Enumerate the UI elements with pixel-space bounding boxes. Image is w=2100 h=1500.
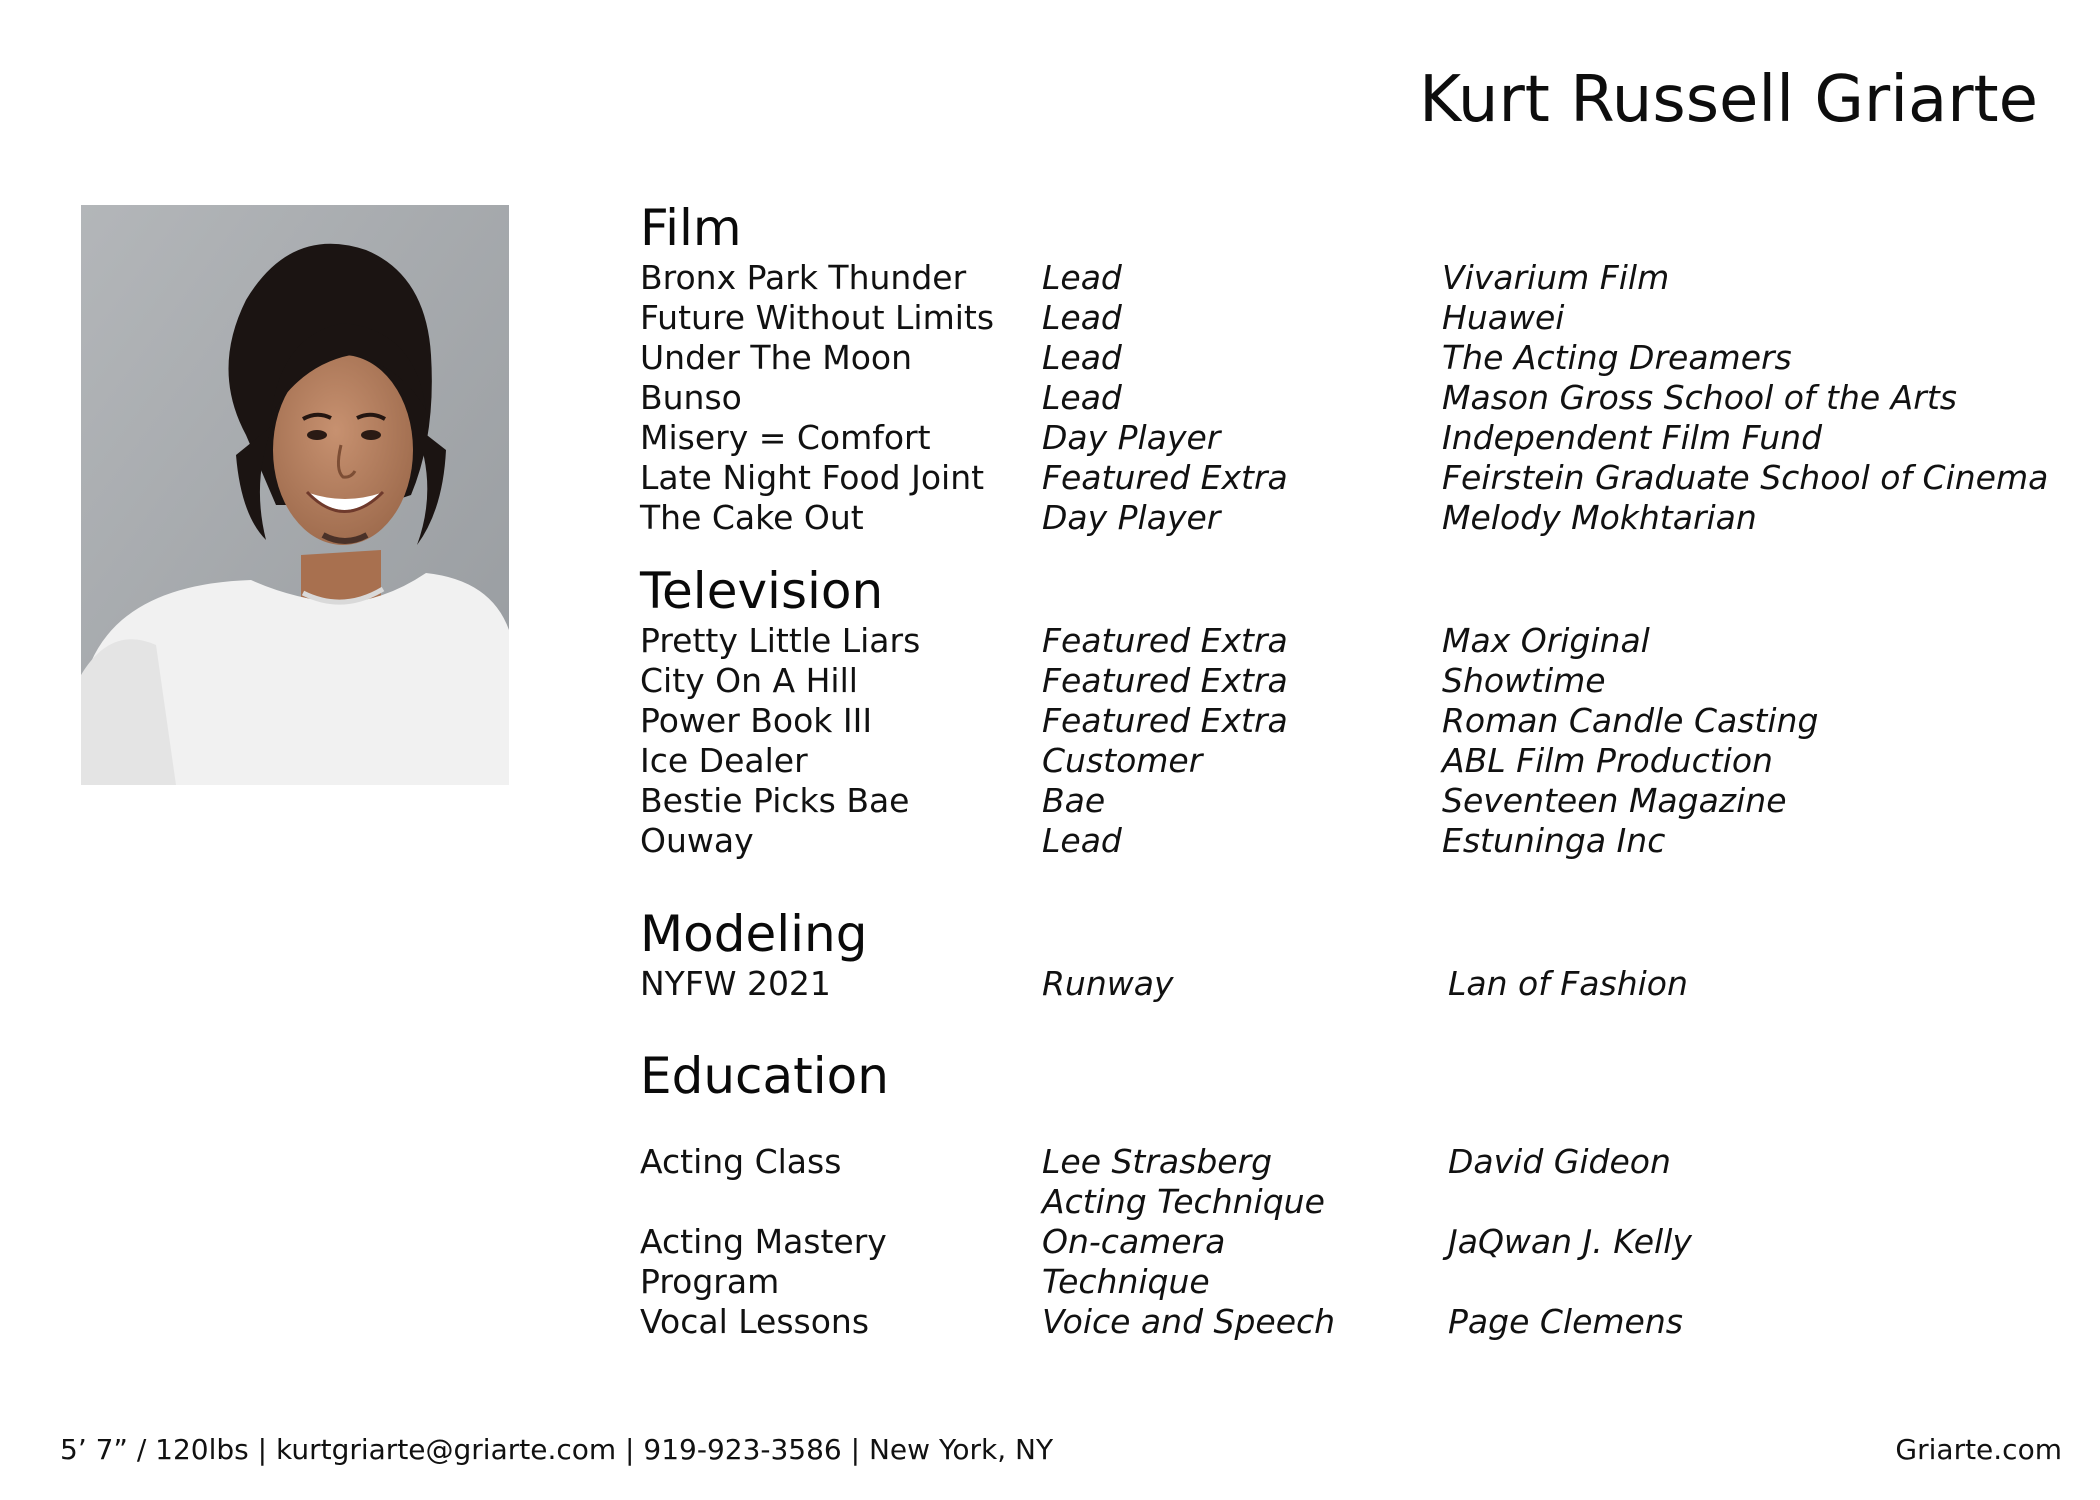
education-section xyxy=(640,1046,1692,1342)
education-technique: On-camera xyxy=(1042,1222,1226,1261)
credit-title: Late Night Food Joint xyxy=(640,458,985,497)
education-row xyxy=(640,1262,1210,1302)
education-row xyxy=(640,1142,1671,1182)
credit-row xyxy=(640,378,1957,418)
credit-row xyxy=(640,781,1787,821)
headshot-photo xyxy=(81,205,509,785)
modeling-section xyxy=(640,904,1688,1004)
credit-role: Featured Extra xyxy=(1042,661,1288,700)
credit-row xyxy=(640,418,1823,458)
credit-role: Customer xyxy=(1042,741,1203,780)
credit-role: Featured Extra xyxy=(1042,458,1288,497)
section-title-education: Education xyxy=(640,1047,889,1105)
television-section xyxy=(640,561,1819,861)
credit-company: Lan of Fashion xyxy=(1448,964,1688,1003)
education-course: Acting Mastery xyxy=(640,1222,887,1261)
credit-company: Melody Mokhtarian xyxy=(1442,498,1757,537)
credit-company: Feirstein Graduate School of Cinema xyxy=(1442,458,2049,497)
credit-role: Featured Extra xyxy=(1042,701,1288,740)
credit-title: Misery = Comfort xyxy=(640,418,931,457)
actor-name: Kurt Russell Griarte xyxy=(1419,63,2038,137)
education-course: Program xyxy=(640,1262,780,1301)
credit-row xyxy=(640,498,1757,538)
credit-title: NYFW 2021 xyxy=(640,964,831,1003)
credit-title: The Cake Out xyxy=(640,498,864,537)
section-title-modeling: Modeling xyxy=(640,905,868,963)
credit-role: Lead xyxy=(1042,298,1122,337)
credit-row xyxy=(640,741,1773,781)
credit-title: Bestie Picks Bae xyxy=(640,781,910,820)
credit-company: Max Original xyxy=(1442,621,1650,660)
credit-row xyxy=(640,661,1606,701)
education-technique: Acting Technique xyxy=(1042,1182,1325,1221)
credit-role: Day Player xyxy=(1042,418,1221,457)
contact-info: 5’ 7” / 120lbs | kurtgriarte@griarte.com | 919-923-3586 | New York, NY xyxy=(60,1433,1054,1466)
credit-company: Mason Gross School of the Arts xyxy=(1442,378,1957,417)
website-link[interactable]: Griarte.com xyxy=(1895,1433,2062,1466)
education-row xyxy=(640,1302,1683,1342)
credit-role: Day Player xyxy=(1042,498,1221,537)
credit-title: Under The Moon xyxy=(640,338,913,377)
education-course: Vocal Lessons xyxy=(640,1302,870,1341)
credit-title: Future Without Limits xyxy=(640,298,995,337)
credit-role: Runway xyxy=(1042,964,1174,1003)
education-technique: Voice and Speech xyxy=(1042,1302,1336,1341)
credit-role: Lead xyxy=(1042,258,1122,297)
credit-row xyxy=(640,621,1650,661)
credit-row xyxy=(640,701,1819,741)
education-row xyxy=(640,1222,1692,1262)
credit-role: Bae xyxy=(1042,781,1106,820)
credit-row xyxy=(640,964,1688,1004)
credit-role: Lead xyxy=(1042,378,1122,417)
credit-row xyxy=(640,821,1666,861)
credit-row xyxy=(640,298,1565,338)
credit-company: Vivarium Film xyxy=(1442,258,1670,297)
credit-row xyxy=(640,458,2049,498)
credit-title: Power Book III xyxy=(640,701,873,740)
credit-company: Showtime xyxy=(1442,661,1606,700)
education-teacher: Page Clemens xyxy=(1448,1302,1683,1341)
credit-title: Bronx Park Thunder xyxy=(640,258,967,297)
education-technique: Lee Strasberg xyxy=(1042,1142,1273,1181)
credit-title: Ouway xyxy=(640,821,754,860)
section-title-television: Television xyxy=(640,562,884,620)
education-technique: Technique xyxy=(1042,1262,1210,1301)
film-section xyxy=(640,198,2049,538)
credit-title: Ice Dealer xyxy=(640,741,808,780)
education-list xyxy=(640,1142,1692,1342)
credit-company: Estuninga Inc xyxy=(1442,821,1666,860)
credit-company: Roman Candle Casting xyxy=(1442,701,1819,740)
education-course: Acting Class xyxy=(640,1142,842,1181)
credit-title: Bunso xyxy=(640,378,742,417)
credit-company: The Acting Dreamers xyxy=(1442,338,1792,377)
section-title-film: Film xyxy=(640,199,742,257)
credit-title: Pretty Little Liars xyxy=(640,621,921,660)
credit-company: ABL Film Production xyxy=(1442,741,1773,780)
credit-row xyxy=(640,338,1792,378)
credit-role: Lead xyxy=(1042,338,1122,377)
credit-role: Lead xyxy=(1042,821,1122,860)
education-teacher: David Gideon xyxy=(1448,1142,1671,1181)
credit-company: Huawei xyxy=(1442,298,1565,337)
credit-title: City On A Hill xyxy=(640,661,858,700)
credit-company: Independent Film Fund xyxy=(1442,418,1823,457)
education-teacher: JaQwan J. Kelly xyxy=(1448,1222,1692,1261)
credit-row xyxy=(640,258,1670,298)
credit-role: Featured Extra xyxy=(1042,621,1288,660)
credit-company: Seventeen Magazine xyxy=(1442,781,1787,820)
education-row xyxy=(640,1182,1325,1222)
